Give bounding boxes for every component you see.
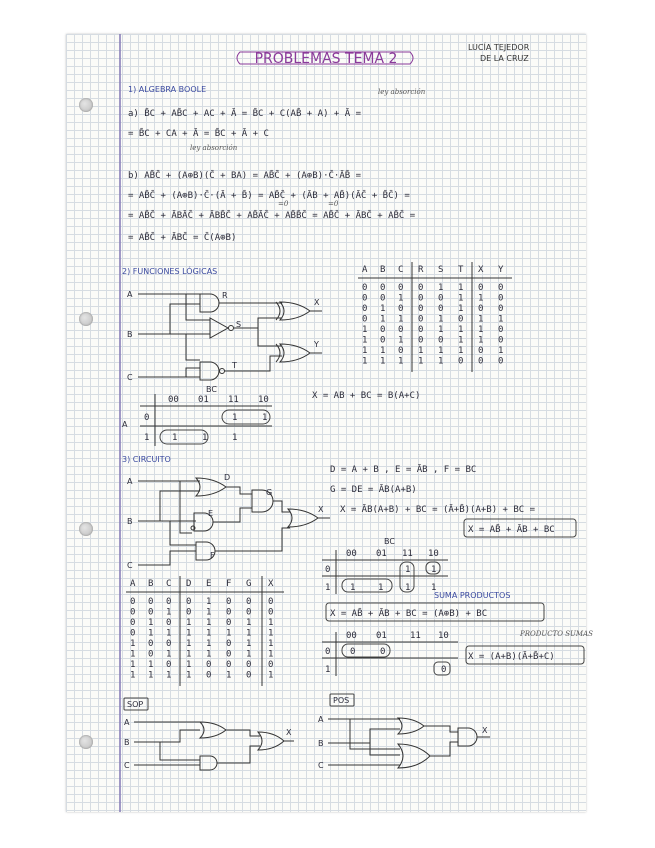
truth-table-2-cell: 1 <box>246 639 252 649</box>
producto-sumas-label: PRODUCTO SUMAS <box>520 630 593 638</box>
truth-table-2-cell: 0 <box>226 618 232 628</box>
truth-table-2-cell: 1 <box>130 660 136 670</box>
svg-text:1: 1 <box>325 665 331 675</box>
truth-table-1-cell: 0 <box>498 356 504 367</box>
svg-text:1: 1 <box>350 583 356 593</box>
truth-table-1-cell: 1 <box>398 314 404 325</box>
truth-table-1-cell: 1 <box>398 356 404 367</box>
svg-text:C: C <box>318 761 324 770</box>
truth-table-1-cell: 1 <box>498 346 504 356</box>
svg-text:01: 01 <box>376 549 387 559</box>
truth-table-1-cell: 1 <box>438 314 444 325</box>
author-name: LUCÍA TEJEDOR <box>468 43 530 52</box>
truth-table-2-cell: 1 <box>166 607 172 618</box>
svg-text:C: C <box>124 761 130 770</box>
svg-text:B: B <box>318 739 324 748</box>
truth-table-2-cell: 0 <box>130 628 136 639</box>
svg-text:0: 0 <box>380 647 386 657</box>
svg-text:E: E <box>208 509 214 518</box>
truth-table-2-cell: 0 <box>268 607 274 618</box>
truth-table-1-cell: 0 <box>418 304 424 314</box>
truth-table-2-cell: 0 <box>186 607 192 618</box>
svg-text:11: 11 <box>402 549 413 559</box>
truth-table-1-cell: 1 <box>458 325 464 335</box>
truth-table-2-cell: 0 <box>166 618 172 628</box>
input-label-b: B <box>127 330 133 339</box>
svg-text:C: C <box>166 579 172 589</box>
truth-table-2-cell: 0 <box>130 597 136 607</box>
truth-table-2-cell: 0 <box>206 660 212 670</box>
svg-text:A: A <box>362 265 368 275</box>
truth-table-2-cell: 1 <box>166 670 172 681</box>
truth-table-1-cell: 1 <box>478 325 484 335</box>
svg-text:X: X <box>482 726 488 735</box>
svg-text:E: E <box>206 579 212 589</box>
truth-table-1-cell: 1 <box>478 335 484 346</box>
absorption-note-2: ley absorción <box>190 144 238 152</box>
producto-sumas-expr: X = (A+B)(Ā+B̄+C) <box>468 652 555 662</box>
svg-text:1: 1 <box>431 565 437 575</box>
truth-table-2-cell: 1 <box>130 649 136 660</box>
sop-label: SOP <box>127 700 144 709</box>
truth-table-1-cell: 0 <box>398 283 404 293</box>
svg-text:10: 10 <box>438 631 449 641</box>
svg-text:1: 1 <box>262 413 268 423</box>
input-label-a: A <box>127 290 133 299</box>
truth-table-1-cell: 0 <box>458 314 464 325</box>
svg-text:X: X <box>268 579 274 589</box>
truth-table-1-cell: 0 <box>418 283 424 293</box>
truth-table-1-cell: 1 <box>380 314 386 325</box>
truth-table-2-cell: 1 <box>186 660 192 670</box>
svg-text:1: 1 <box>325 583 331 593</box>
eq-a-line1: a) B̄C + AB̄C + AC + Ā = B̄C + C(AB̄ + A) + Ā = <box>128 109 361 119</box>
svg-text:X: X <box>478 265 484 275</box>
truth-table-1-cell: 0 <box>478 346 484 356</box>
truth-table-2-cell: 0 <box>268 660 274 670</box>
suma-productos-label: SUMA PRODUCTOS <box>434 591 511 600</box>
svg-text:10: 10 <box>258 395 269 405</box>
truth-table-1-cell: 0 <box>362 314 368 325</box>
truth-table-1-cell: 1 <box>458 283 464 293</box>
svg-text:A: A <box>127 477 133 486</box>
eq-b-line1: b) AB̄C̄ + (A⊕B)(C̄ + BA) = AB̄C̄ + (A⊕B)·C̄·ĀB̄ = <box>128 171 361 181</box>
truth-table-1-cell: 1 <box>478 314 484 325</box>
truth-table-1-cell: 0 <box>380 335 386 346</box>
svg-text:1: 1 <box>232 413 238 423</box>
truth-table-1-cell: 1 <box>438 325 444 335</box>
truth-table-1-cell: 0 <box>498 335 504 346</box>
truth-table-2-cell: 0 <box>166 597 172 607</box>
svg-text:B: B <box>148 579 154 589</box>
output-label-x: X <box>314 298 320 307</box>
svg-text:01: 01 <box>376 631 387 641</box>
svg-text:0: 0 <box>325 565 331 575</box>
pos-circuit <box>318 715 490 770</box>
karnaugh-map-1 <box>122 391 420 446</box>
output-label-y: Y <box>314 340 319 349</box>
truth-table-2-cell: 1 <box>130 670 136 681</box>
truth-table-2-cell: 0 <box>226 597 232 607</box>
eq-c2: G = DE = ĀB(A+B) <box>330 485 417 495</box>
truth-table-2-cell: 0 <box>206 670 212 681</box>
svg-text:11: 11 <box>228 395 239 405</box>
truth-table-2-cell: 1 <box>206 639 212 649</box>
pos-label: POS <box>333 696 350 705</box>
truth-table-2-cell: 0 <box>226 639 232 649</box>
svg-text:01: 01 <box>198 395 209 405</box>
eq-b-line3: = AB̄C̄ + ĀBĀC̄ + ĀBB̄C̄ + AB̄ĀC̄ + AB̄B̄C̄ = AB̄C̄ + ĀBC̄ + AB̄C̄ = <box>128 211 416 221</box>
svg-text:C: C <box>398 265 404 275</box>
sop-circuit <box>124 718 294 770</box>
svg-text:A: A <box>318 715 324 724</box>
truth-table-1-cell: 0 <box>380 325 386 335</box>
truth-table-1-cell: 0 <box>380 293 386 304</box>
truth-table-2-cell: 0 <box>148 597 154 607</box>
truth-table-1-cell: 1 <box>458 335 464 346</box>
absorption-note: ley absorción <box>378 88 426 96</box>
truth-table-2-cell: 0 <box>226 649 232 660</box>
svg-text:G: G <box>266 488 273 497</box>
truth-table-2-cell: 0 <box>130 607 136 618</box>
truth-table-1-cell: 1 <box>438 283 444 293</box>
truth-table-2-cell: 0 <box>226 660 232 670</box>
svg-text:1: 1 <box>144 433 150 443</box>
input-label-c: C <box>127 373 133 382</box>
truth-table-2-cell: 1 <box>226 628 232 639</box>
truth-table-1-cell: 1 <box>362 325 368 335</box>
page-title: PROBLEMAS TEMA 2 <box>254 51 398 67</box>
truth-table-2-cell: 1 <box>130 639 136 649</box>
truth-table-1-cell: 0 <box>418 293 424 304</box>
svg-text:BC: BC <box>384 537 395 546</box>
truth-table-1-cell: 0 <box>498 283 504 293</box>
svg-text:C: C <box>127 561 133 570</box>
truth-table-2-cell: 0 <box>148 639 154 649</box>
svg-text:1: 1 <box>172 433 178 443</box>
truth-table-2-cell: 0 <box>166 660 172 670</box>
truth-table-2-cell: 1 <box>166 649 172 660</box>
truth-table-1-cell: 0 <box>438 335 444 346</box>
section3-heading: 3) CIRCUITO <box>122 455 171 464</box>
truth-table-1-cell: 0 <box>438 304 444 314</box>
svg-text:F: F <box>210 551 215 560</box>
svg-text:00: 00 <box>346 549 357 559</box>
node-label-t: T <box>232 361 237 370</box>
bc-label: BC <box>206 385 217 394</box>
truth-table-2-cell: 0 <box>246 670 252 681</box>
zero-mark: =0 <box>278 200 289 208</box>
truth-table-2-cell: 1 <box>206 618 212 628</box>
truth-table-2-cell: 0 <box>166 639 172 649</box>
eq-a-line2: = B̄C + CA + Ā = B̄C + Ā + C <box>128 129 269 139</box>
truth-table-2-cell: 1 <box>148 618 154 628</box>
section2-heading: 2) FUNCIONES LÓGICAS <box>122 267 218 276</box>
truth-table-1-cell: 1 <box>398 293 404 304</box>
svg-text:Y: Y <box>498 265 504 275</box>
eq-b-line4: = AB̄C̄ + ĀBC̄ = C̄(A⊕B) <box>128 233 237 243</box>
svg-text:0: 0 <box>325 647 331 657</box>
truth-table-2-cell: 1 <box>246 649 252 660</box>
truth-table-2-cell: 1 <box>186 639 192 649</box>
svg-text:B: B <box>124 738 130 747</box>
svg-text:00: 00 <box>346 631 357 641</box>
truth-table-1-cell: 1 <box>418 346 424 356</box>
svg-text:0: 0 <box>441 665 447 675</box>
svg-text:D: D <box>224 473 231 482</box>
svg-text:B: B <box>380 265 386 275</box>
truth-table-1-cell: 1 <box>380 304 386 314</box>
truth-table-1-cell: 0 <box>418 335 424 346</box>
svg-text:1: 1 <box>405 565 411 575</box>
truth-table-1-cell: 1 <box>478 293 484 304</box>
truth-table-2 <box>126 576 284 686</box>
truth-table-1-cell: 1 <box>362 335 368 346</box>
truth-table-2-cell: 1 <box>268 670 274 681</box>
karnaugh-map-2 <box>322 537 448 594</box>
eq-c3: X = ĀB(A+B) + BC = (Ā+B̄)(A+B) + BC = <box>340 505 536 515</box>
truth-table-2-cell: 1 <box>148 660 154 670</box>
truth-table-1-cell: 1 <box>458 304 464 314</box>
truth-table-1-cell: 1 <box>362 356 368 367</box>
svg-text:1: 1 <box>405 583 411 593</box>
truth-table-1-cell: 0 <box>458 356 464 367</box>
eq-b-line2: = AB̄C̄ + (A⊕B)·C̄·(Ā + B̄) = AB̄C̄ + (ĀB + AB̄)(ĀC̄ + B̄C̄) = <box>128 191 410 201</box>
truth-table-2-cell: 1 <box>206 597 212 607</box>
svg-text:0: 0 <box>350 647 356 657</box>
eq-c4-boxed: X = AB̄ + ĀB + BC <box>468 525 555 535</box>
svg-text:X: X <box>318 505 324 514</box>
truth-table-1-cell: 0 <box>380 283 386 293</box>
truth-table-2-cell: 1 <box>206 649 212 660</box>
svg-text:1: 1 <box>202 433 208 443</box>
truth-table-1-cell: 1 <box>438 346 444 356</box>
truth-table-2-cell: 0 <box>246 597 252 607</box>
truth-table-2-cell: 1 <box>166 628 172 639</box>
truth-table-2-cell: 0 <box>130 618 136 628</box>
svg-text:A: A <box>122 420 128 429</box>
truth-table-2-cell: 1 <box>186 618 192 628</box>
truth-table-1-cell: 1 <box>438 356 444 367</box>
eq-c1: D = A + B , E = ĀB , F = BC <box>330 465 477 475</box>
truth-table-1-cell: 0 <box>398 304 404 314</box>
truth-table-2-cell: 1 <box>268 628 274 639</box>
truth-table-2-cell: 1 <box>186 628 192 639</box>
truth-table-1-cell: 0 <box>362 304 368 314</box>
truth-table-1-cell: 1 <box>458 293 464 304</box>
truth-table-1-cell: 0 <box>418 314 424 325</box>
truth-table-2-cell: 1 <box>226 670 232 681</box>
truth-table-1-cell: 0 <box>438 293 444 304</box>
truth-table-2-cell: 1 <box>206 628 212 639</box>
truth-table-1-cell: 0 <box>362 293 368 304</box>
node-label-s: S <box>236 320 242 329</box>
title-banner <box>237 51 413 67</box>
truth-table-2-cell: 1 <box>206 607 212 618</box>
node-label-r: R <box>222 291 228 300</box>
truth-table-2-cell: 1 <box>268 639 274 649</box>
svg-text:S: S <box>438 265 444 275</box>
svg-text:T: T <box>458 265 464 275</box>
truth-table-2-cell: 1 <box>268 618 274 628</box>
truth-table-2-cell: 1 <box>148 628 154 639</box>
svg-text:A: A <box>130 579 136 589</box>
svg-text:1: 1 <box>232 433 238 443</box>
truth-table-1-cell: 0 <box>478 356 484 367</box>
truth-table-1-cell: 1 <box>380 346 386 356</box>
truth-table-2-cell: 1 <box>186 670 192 681</box>
truth-table-1-cell: 0 <box>478 304 484 314</box>
svg-text:R: R <box>418 265 424 275</box>
truth-table-1-cell: 0 <box>498 304 504 314</box>
truth-table-2-cell: 0 <box>268 597 274 607</box>
truth-table-2-cell: 1 <box>186 649 192 660</box>
truth-table-1-cell: 0 <box>398 346 404 356</box>
svg-text:A: A <box>124 718 130 727</box>
svg-text:00: 00 <box>168 395 179 405</box>
zero-mark: =0 <box>328 200 339 208</box>
svg-text:B: B <box>127 517 133 526</box>
truth-table-1-cell: 0 <box>478 283 484 293</box>
author-surname: DE LA CRUZ <box>480 54 529 63</box>
truth-table-1-cell: 0 <box>498 325 504 335</box>
svg-text:10: 10 <box>428 549 439 559</box>
expression-x: X = AB + BC = B(A+C) <box>312 391 421 401</box>
svg-text:G: G <box>246 579 252 589</box>
truth-table-2-cell: 1 <box>246 618 252 628</box>
truth-table-2-cell: 0 <box>148 649 154 660</box>
section1-heading: 1) ALGEBRA BOOLE <box>128 85 207 94</box>
svg-text:0: 0 <box>144 413 150 423</box>
truth-table-2-cell: 0 <box>186 597 192 607</box>
truth-table-1-cell: 0 <box>362 283 368 293</box>
truth-table-1-cell: 1 <box>418 356 424 367</box>
truth-table-1-cell: 1 <box>398 335 404 346</box>
truth-table-1-cell: 1 <box>362 346 368 356</box>
truth-table-2-cell: 1 <box>268 649 274 660</box>
truth-table-1-cell: 1 <box>380 356 386 367</box>
truth-table-2-cell: 1 <box>246 628 252 639</box>
truth-table-2-cell: 1 <box>148 670 154 681</box>
karnaugh-map-3 <box>322 631 458 676</box>
truth-table-2-cell: 0 <box>148 607 154 618</box>
svg-text:F: F <box>226 579 232 589</box>
truth-table-2-cell: 0 <box>226 607 232 618</box>
suma-productos-expr: X = AB̄ + ĀB + BC = (A⊕B) + BC <box>330 609 488 619</box>
truth-table-1-cell: 0 <box>398 325 404 335</box>
svg-text:X: X <box>286 728 292 737</box>
truth-table-1-cell: 0 <box>498 293 504 304</box>
truth-table-2-cell: 0 <box>246 607 252 618</box>
truth-table-1-cell: 1 <box>458 346 464 356</box>
svg-text:1: 1 <box>431 583 437 593</box>
truth-table-1-cell: 0 <box>418 325 424 335</box>
svg-text:11: 11 <box>410 631 421 641</box>
truth-table-1-cell: 1 <box>498 314 504 325</box>
svg-text:1: 1 <box>378 583 384 593</box>
truth-table-2-cell: 0 <box>246 660 252 670</box>
svg-text:D: D <box>186 579 192 589</box>
truth-table-1 <box>358 262 512 372</box>
logic-circuit-1 <box>127 290 322 394</box>
logic-circuit-2 <box>127 473 330 570</box>
